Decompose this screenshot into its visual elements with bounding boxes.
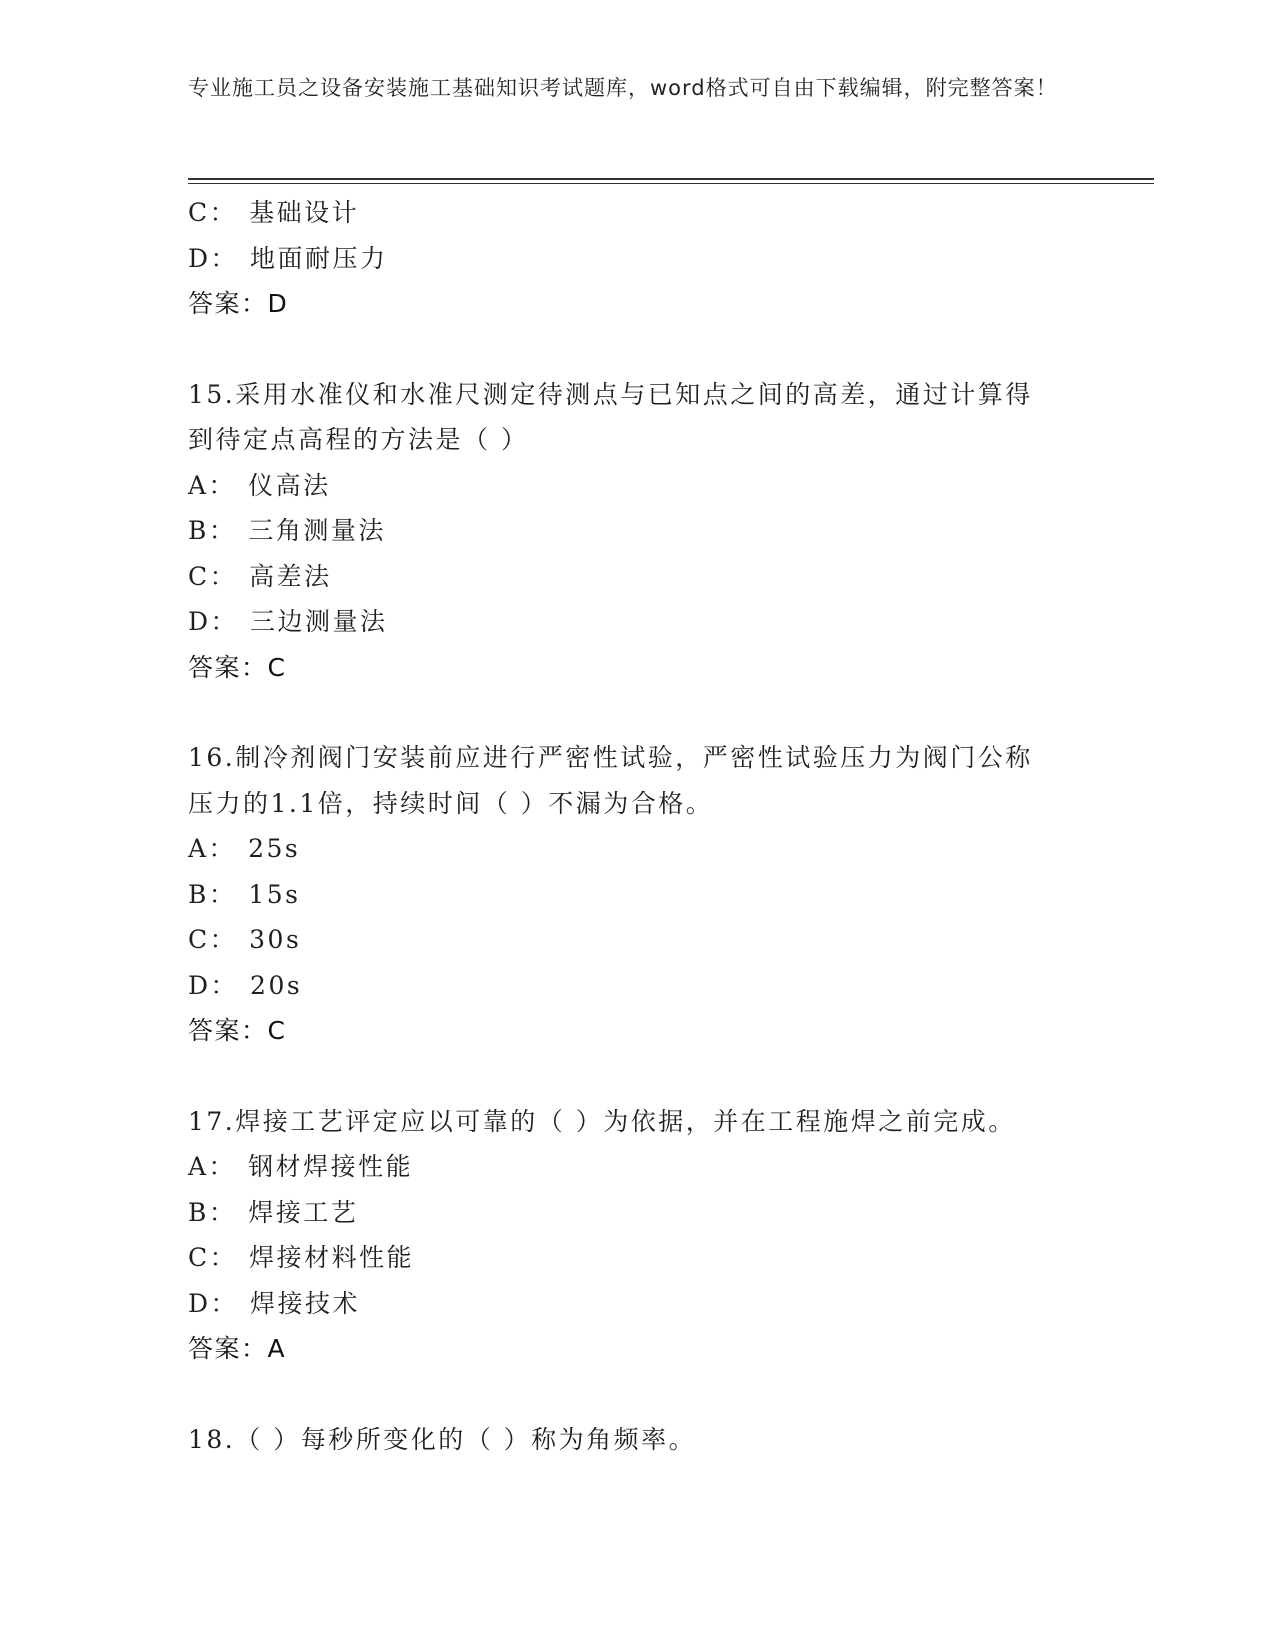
- option-b: B： 三角测量法: [188, 516, 386, 545]
- header-divider-thin: [188, 183, 1154, 184]
- question-block: [188, 735, 1108, 1054]
- question-text: 18.（ ）每秒所变化的（ ）称为角频率。: [188, 1424, 697, 1454]
- option-d: D： 焊接技术: [188, 1288, 361, 1318]
- question-text: 15.采用水准仪和水准尺测定待测点与已知点之间的高差，通过计算得: [188, 379, 1033, 409]
- option-a: A： 仪高法: [188, 470, 331, 500]
- question-block: [188, 1099, 1108, 1372]
- question-text: 17.焊接工艺评定应以可靠的（ ）为依据，并在工程施焊之前完成。: [188, 1106, 1016, 1136]
- option-a: A： 25s: [188, 834, 301, 863]
- question-text: 压力的1.1倍，持续时间（ ）不漏为合格。: [188, 788, 714, 818]
- option-d: D： 20s: [188, 970, 303, 1000]
- answer-line: 答案：C: [188, 1016, 287, 1045]
- option-c: C： 30s: [188, 925, 302, 954]
- option-a: A： 钢材焊接性能: [188, 1152, 414, 1181]
- question-block: [188, 1417, 1108, 1463]
- option-d: D： 地面耐压力: [188, 243, 388, 273]
- option-c: C： 高差法: [188, 561, 332, 591]
- option-c: C： 焊接材料性能: [188, 1243, 415, 1272]
- question-text: 到待定点高程的方法是（ ）: [188, 425, 529, 454]
- question-block: [188, 372, 1108, 691]
- option-b: B： 焊接工艺: [188, 1197, 359, 1227]
- answer-line: 答案：C: [188, 652, 287, 682]
- question-text: 16.制冷剂阀门安装前应进行严密性试验，严密性试验压力为阀门公称: [188, 743, 1033, 772]
- header-divider: [188, 178, 1154, 180]
- option-d: D： 三边测量法: [188, 607, 388, 636]
- answer-line: 答案：A: [188, 1334, 287, 1363]
- option-c: C： 基础设计: [188, 198, 360, 227]
- document-header: 专业施工员之设备安装施工基础知识考试题库，word格式可自由下载编辑，附完整答案！: [188, 76, 1058, 100]
- question-list: [188, 190, 1108, 1462]
- question-block: [188, 190, 1108, 327]
- answer-line: 答案：D: [188, 289, 289, 318]
- option-b: B： 15s: [188, 879, 301, 909]
